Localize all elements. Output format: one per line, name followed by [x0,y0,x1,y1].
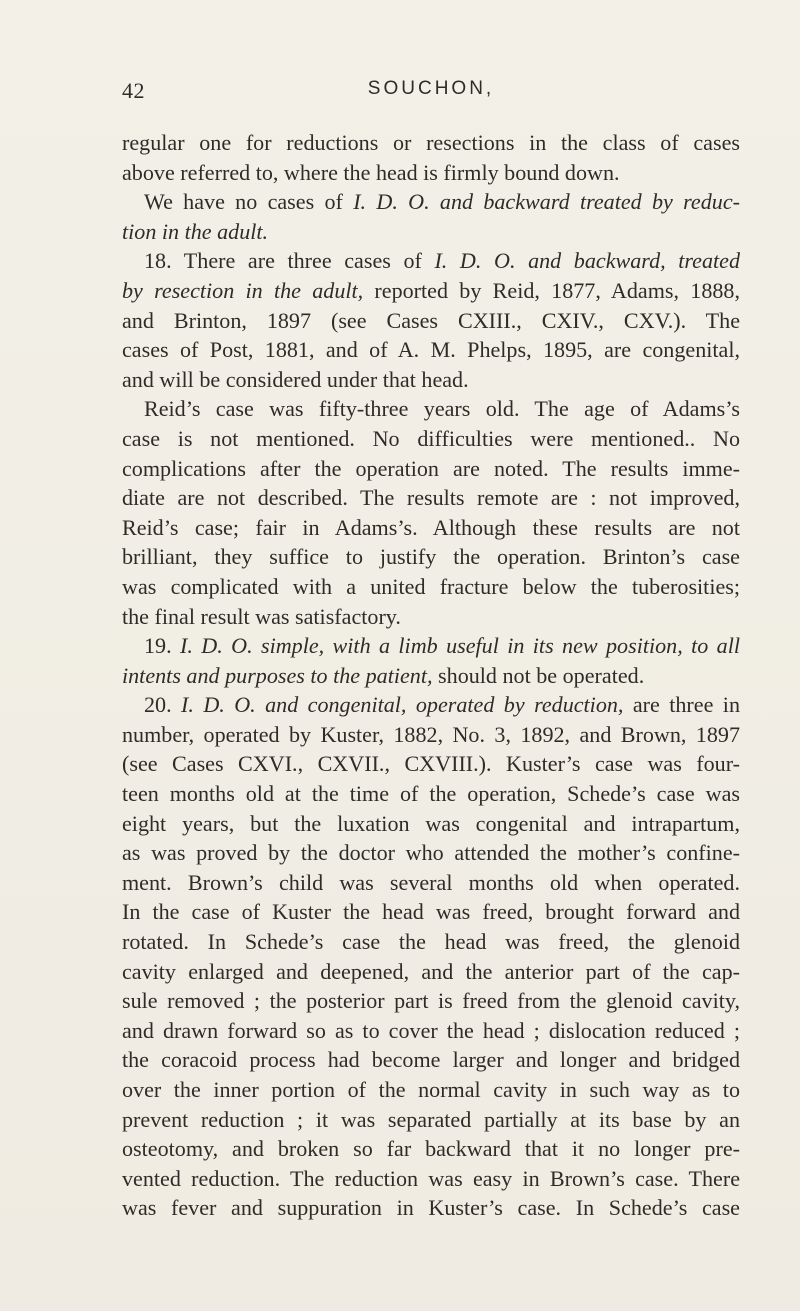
text-line: by resection in the adult, reported by Reid, 1877, Adams, 1888, [122,277,740,303]
text-line: complications after the operation are noted. The results imme- [122,455,740,481]
text-line: the final result was satisfactory. [122,603,401,629]
text-line: intents and purposes to the patient, should not be operated. [122,662,645,688]
text-line: brilliant, they suffice to justify the operation. Brinton’s case [122,544,740,570]
text-line: regular one for reductions or resections in the class of cases [122,130,740,155]
text-line: and drawn forward so as to cover the head ; dislocation reduced ; [122,1017,740,1043]
body-text [122,128,740,1223]
text-line: osteotomy, and broken so far backward that it no longer pre- [122,1136,740,1162]
page-number: 42 [122,78,145,103]
text-line: vented reduction. The reduction was easy in Brown’s case. There [122,1165,740,1191]
text-line: above referred to, where the head is firmly bound down. [122,159,620,185]
text-line: tion in the adult. [122,218,269,244]
text-line: and Brinton, 1897 (see Cases CXIII., CXIV., CXV.). The [122,307,740,333]
text-line: was complicated with a united fracture below the tuberosities; [122,573,740,599]
text-line: and will be considered under that head. [122,366,469,392]
text-line: cases of Post, 1881, and of A. M. Phelps, 1895, are congenital, [122,337,740,363]
text-line: sule removed ; the posterior part is freed from the glenoid cavity, [122,988,740,1014]
text-line: the coracoid process had become larger and longer and bridged [122,1047,740,1073]
text-line: 19. I. D. O. simple, with a limb useful in its new position, to all [144,633,740,659]
text-line: rotated. In Schede’s case the head was freed, the glenoid [122,929,740,955]
text-line: prevent reduction ; it was separated partially at its base by an [122,1106,740,1132]
running-head [122,78,740,108]
text-line: ment. Brown’s child was several months old when operated. [122,869,740,895]
text-line: Reid’s case was fifty-three years old. The age of Adams’s [144,396,740,422]
text-line: was fever and suppuration in Kuster’s case. In Schede’s case [122,1195,740,1221]
text-line: over the inner portion of the normal cavity in such way as to [122,1077,740,1102]
text-line: We have no cases of I. D. O. and backward treated by reduc- [144,189,740,215]
text-line: diate are not described. The results remote are : not improved, [122,485,740,511]
text-line: eight years, but the luxation was congenital and intrapartum, [122,810,740,836]
running-title: SOUCHON, [367,78,495,99]
text-line: 20. I. D. O. and congenital, operated by reduction, are three in [144,692,740,718]
text-line: (see Cases CXVI., CXVII., CXVIII.). Kuster’s case was four- [122,751,740,777]
text-line: case is not mentioned. No difficulties were mentioned.. No [122,425,740,451]
text-line: 18. There are three cases of I. D. O. and backward, treated [144,248,740,274]
text-line: In the case of Kuster the head was freed, brought forward and [122,899,740,925]
text-line: cavity enlarged and deepened, and the anterior part of the cap- [122,958,740,984]
text-line: number, operated by Kuster, 1882, No. 3, 1892, and Brown, 1897 [122,721,740,747]
text-line: as was proved by the doctor who attended the mother’s confine- [122,840,740,866]
text-line: Reid’s case; fair in Adams’s. Although these results are not [122,514,740,540]
text-line: teen months old at the time of the operation, Schede’s case was [122,781,740,807]
